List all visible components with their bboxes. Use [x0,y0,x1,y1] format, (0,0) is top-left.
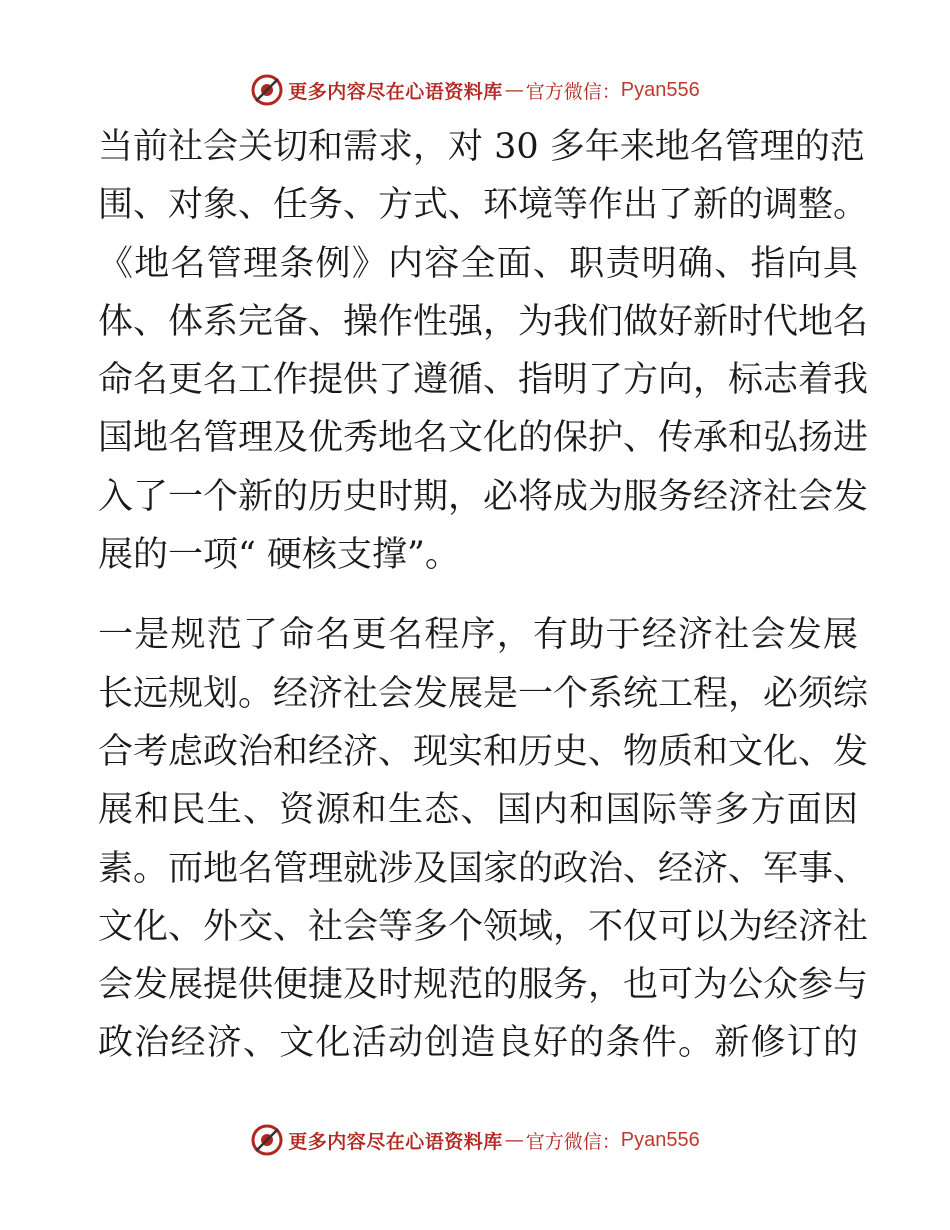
text-line: 政治经济、文化活动创造良好的条件。新修订的 [98,1023,858,1064]
brand-logo-icon [250,73,284,107]
footer-watermark [0,1120,950,1160]
paragraph-1 [98,118,869,584]
wechat-id: Pyan556 [620,78,700,101]
text-line: 命名更名工作提供了遵循、指明了方向，标志着我 [98,360,869,401]
brand-separator: — [504,1129,524,1151]
text-line: 合考虑政治和经济、现实和历史、物质和文化、发 [98,731,869,772]
text-line: 《地名管理条例》内容全面、职责明确、指向具 [98,243,858,284]
text-line: 文化、外交、社会等多个领域，不仅可以为经济社 [98,906,869,947]
text-line: 素。而地名管理就涉及国家的政治、经济、军事、 [98,848,869,889]
paragraph-2 [98,606,869,1072]
brand-text: 更多内容尽在心语资料库 [288,80,503,103]
wechat-label: 官方微信： [525,1130,621,1153]
text-line: 长远规划。经济社会发展是一个系统工程，必须综 [98,673,869,714]
header-watermark [0,70,950,110]
brand-logo-icon [250,1123,284,1157]
wechat-id: Pyan556 [620,1128,700,1151]
text-line: 一是规范了命名更名程序，有助于经济社会发展 [98,615,858,656]
text-line: 会发展提供便捷及时规范的服务，也可为公众参与 [98,965,869,1006]
brand-text: 更多内容尽在心语资料库 [288,1130,503,1153]
text-line: 当前社会关切和需求，对 30 多年来地名管理的范 [98,127,865,167]
wechat-label: 官方微信： [525,80,621,103]
text-line: 展的一项“ 硬核支撑”。 [98,535,460,576]
text-line: 展和民生、资源和生态、国内和国际等多方面因 [98,790,858,831]
text-line: 国地名管理及优秀地名文化的保护、传承和弘扬进 [98,418,869,459]
text-line: 体、体系完备、操作性强，为我们做好新时代地名 [98,301,869,342]
text-line: 入了一个新的历史时期，必将成为服务经济社会发 [98,476,869,517]
brand-separator: — [504,79,524,101]
document-body [98,118,869,1073]
text-line: 围、对象、任务、方式、环境等作出了新的调整。 [98,185,869,226]
